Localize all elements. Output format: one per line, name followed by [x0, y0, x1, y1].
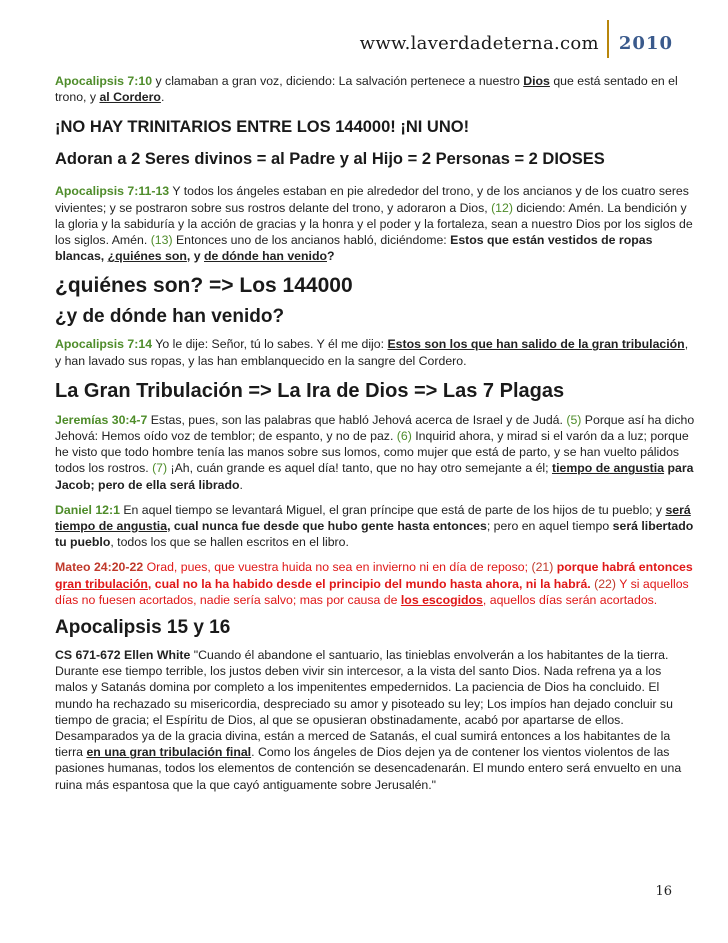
verse-text: , y han lavado sus ropas, y las han emblanquecido en la sangre del Cordero.	[55, 337, 689, 368]
verse-text: .	[160, 90, 165, 105]
verse-reference: Jeremías 30:4-7	[55, 412, 148, 427]
heading-apocalipsis-15-16: Apocalipsis 15 y 16	[55, 617, 231, 639]
verse-number: (22)	[590, 576, 616, 591]
verse-text: , aquellos días serán acortados.	[482, 592, 658, 607]
paragraph-apocalipsis-7-10	[55, 73, 695, 105]
verse-reference: Mateo 24:20-22	[55, 560, 144, 575]
verse-number: (21)	[531, 560, 554, 575]
emphasis-text: Estos que están vestidos de ropas blancas,	[55, 233, 653, 264]
emphasis-de-donde: de dónde han venido	[204, 249, 327, 264]
verse-reference: Apocalipsis 7:14	[55, 337, 153, 352]
verse-text: Y si aquellos días no fuesen acortados, nadie sería salvo; mas por causa de	[55, 576, 689, 607]
verse-text: ; pero en aquel tiempo	[486, 519, 613, 534]
verse-reference: Apocalipsis 7:11-13	[55, 184, 170, 199]
quote-text: . Como los ángeles de Dios dejen ya de contener los vientos violentos de las pasiones humanas, todos los elementos de contención se desencadenarán. El mundo entero será envuelto en una ruina más espantosa que la que cayó antiguamente sobre Jerusalén."	[55, 745, 682, 792]
emphasis-gran-tribulacion: gran tribulación	[55, 576, 148, 591]
verse-text: y clamaban a gran voz, diciendo: La salvación pertenece a nuestro	[152, 74, 524, 88]
verse-number: (12)	[491, 200, 513, 215]
emphasis-text: porque habrá entonces	[553, 560, 693, 575]
page-number: 16	[655, 884, 672, 899]
paragraph-ellen-white	[55, 647, 695, 793]
verse-number: (13)	[150, 233, 173, 248]
emphasis-escogidos: los escogidos	[400, 592, 483, 607]
verse-reference: Apocalipsis 7:10	[55, 74, 153, 88]
paragraph-apocalipsis-7-14	[55, 336, 695, 368]
verse-text: , todos los que se hallen escritos en el libro.	[110, 535, 349, 550]
quote-reference: CS 671-672 Ellen White	[55, 648, 191, 663]
verse-text: Porque así ha dicho Jehová: Hemos oído voz de temblor; de espanto, y no de paz.	[55, 412, 695, 444]
verse-text: Y todos los ángeles estaban en pie alrededor del trono, y de los ancianos y de los cuatro seres vivientes; y se postraron sobre sus rostros delante del trono, y adoraron a Dios,	[55, 184, 689, 215]
verse-text: que está sentado en el trono, y	[55, 74, 678, 105]
heading-no-trinitarios: ¡NO HAY TRINITARIOS ENTRE LOS 144000! ¡NI UNO!	[55, 118, 470, 137]
emphasis-text: , cual no la ha habido desde el principio del mundo hasta ahora, ni la habrá.	[147, 576, 591, 591]
verse-reference: Daniel 12:1	[55, 502, 120, 517]
verse-text: Orad, pues, que vuestra huida no sea en invierno ni en día de reposo;	[143, 560, 532, 575]
paragraph-mateo-24	[55, 559, 695, 608]
verse-text: Estas, pues, son las palabras que habló Jehová acerca de Israel y de Judá.	[147, 412, 567, 427]
header-year: 2010	[618, 33, 673, 54]
emphasis-dios: Dios	[523, 74, 550, 88]
verse-text: Yo le dije: Señor, tú lo sabes. Y él me dijo:	[152, 337, 388, 352]
page-content	[55, 73, 695, 802]
emphasis-text: , y	[186, 249, 204, 264]
verse-number: (5)	[566, 412, 582, 427]
emphasis-cordero: al Cordero	[99, 90, 161, 105]
emphasis-text: para Jacob; pero de ella será librado	[55, 461, 694, 492]
heading-de-donde: ¿y de dónde han venido?	[55, 306, 285, 328]
verse-number: (6)	[396, 429, 412, 444]
paragraph-daniel-12-1	[55, 502, 695, 551]
heading-quienes-son: ¿quiénes son? => Los 144000	[55, 274, 353, 298]
emphasis-quienes-son: ¿quiénes son	[107, 249, 187, 264]
quote-text: "Cuando él abandone el santuario, las tinieblas envolverán a los habitantes de la tierra. Durante ese tiempo terrible, los justos deben vivir sin intercesor, a la vista del santo Dios. Nada refrena ya a los malos y Satanás domina por completo a los impenitentes empedernidos. La paciencia de Dios ha concluido. El mundo ha rechazado su misericordia, despreciado su amor y pisoteado su ley; Los impíos han dejado concluir su tiempo de gracia; el Espíritu de Dios, al que se opusieran obstinadamente, acabó por apartarse de ellos. Desamparados ya de la gracia divina, están a merced de Satanás, el cual sumirá entonces a los habitantes de la tierra	[55, 648, 673, 760]
paragraph-apocalipsis-7-11-13	[55, 183, 695, 264]
emphasis-tiempo-angustia: será tiempo de angustia	[55, 502, 691, 534]
emphasis-tiempo-angustia: tiempo de angustia	[551, 461, 665, 476]
emphasis-text: ?	[326, 249, 335, 264]
emphasis-text: , cual nunca fue desde que hubo gente hasta entonces	[167, 519, 487, 534]
verse-text: ¡Ah, cuán grande es aquel día! tanto, que no hay otro semejante a él;	[167, 461, 552, 476]
verse-text: Entonces uno de los ancianos habló, diciéndome:	[172, 233, 451, 248]
verse-number: (7)	[152, 461, 168, 476]
page-header	[360, 20, 673, 58]
emphasis-gran-tribulacion: Estos son los que han salido de la gran tribulación	[387, 337, 685, 352]
verse-text: .	[239, 477, 243, 492]
paragraph-jeremias-30	[55, 412, 695, 493]
heading-adoran-2-seres: Adoran a 2 Seres divinos = al Padre y al Hijo = 2 Personas = 2 DIOSES	[55, 150, 605, 169]
emphasis-libertado: será libertado tu pueblo	[55, 519, 694, 550]
verse-text: Inquirid ahora, y mirad si el varón da a luz; porque he visto que todo hombre tenía las manos sobre sus lomos, como mujer que está de parto, y se han vuelto pálidos todos los rostros.	[55, 429, 689, 476]
verse-text: En aquel tiempo se levantará Miguel, el gran príncipe que está de parte de los hijos de tu pueblo; y	[119, 502, 666, 517]
header-url: www.laverdadeterna.com	[359, 33, 599, 54]
emphasis-tribulacion-final: en una gran tribulación final	[86, 745, 252, 760]
verse-text: diciendo: Amén. La bendición y la gloria y la sabiduría y la acción de gracias y la honra y el poder y la fortaleza, sean a nuestro Dios por los siglos de los siglos. Amén.	[55, 200, 693, 248]
heading-gran-tribulacion: La Gran Tribulación => La Ira de Dios => Las 7 Plagas	[55, 379, 565, 402]
